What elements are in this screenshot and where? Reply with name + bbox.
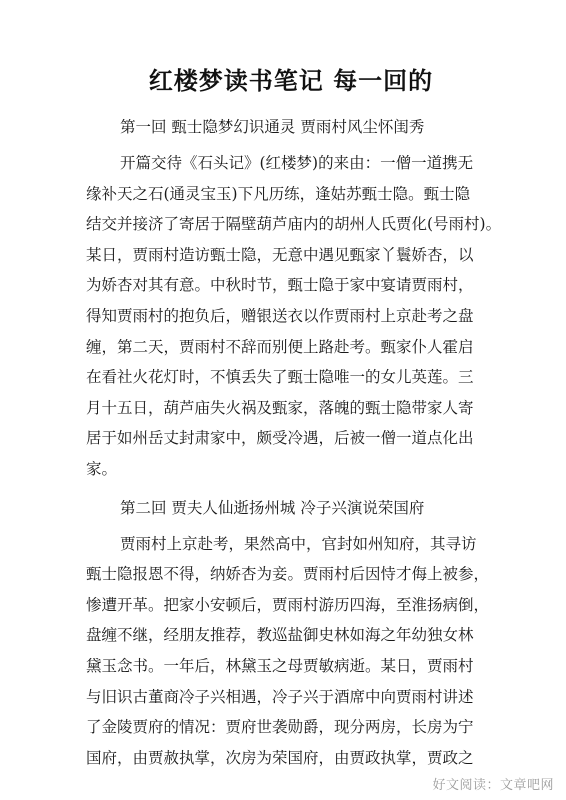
text-line: 国府，由贾赦执掌，次房为荣国府，由贾政执掌，贾政之 (86, 748, 474, 767)
watermark-text: 好文阅读：文章吧网 (432, 778, 554, 793)
chapter-heading: 第一回 甄士隐梦幻识通灵 贾雨村风尘怀闺秀 (120, 118, 425, 136)
text-line: 结交并接济了寄居于隔壁葫芦庙内的胡州人氏贾化(号雨村)。 (86, 215, 502, 234)
text-line: 缘补天之石(通灵宝玉)下凡历练，逢姑苏甄士隐。甄士隐 (86, 184, 471, 203)
text-line: 开篇交待《石头记》(红楼梦)的来由：一僧一道携无 (120, 154, 474, 172)
text-line: 与旧识古董商冷子兴相遇，冷子兴于酒席中向贾雨村讲述 (86, 687, 474, 706)
document-title: 红楼梦读书笔记 每一回的 (148, 66, 434, 95)
text-line: 某日，贾雨村造访甄士隐，无意中遇见甄家丫鬟娇杏，以 (86, 245, 474, 264)
text-line: 黛玉念书。一年后，林黛玉之母贾敏病逝。某日，贾雨村 (86, 656, 474, 675)
text-line: 在看社火花灯时，不慎丢失了甄士隐唯一的女儿英莲。三 (86, 368, 474, 387)
chapter-paragraph (86, 148, 502, 485)
chapter-heading: 第二回 贾夫人仙逝扬州城 冷子兴演说荣国府 (120, 498, 425, 517)
text-line: 贾雨村上京赴考，果然高中，官封如州知府，其寻访 (120, 534, 477, 553)
chapter-1 (86, 114, 502, 485)
text-line: 盘缠不继，经朋友推荐，教巡盐御史林如海之年幼独女林 (86, 626, 474, 645)
text-line: 缠，第二天，贾雨村不辞而别便上路赴考。甄家仆人霍启 (86, 337, 474, 356)
text-line: 得知贾雨村的抱负后，赠银送衣以作贾雨村上京赴考之盘 (86, 306, 474, 325)
text-line: 了金陵贾府的情况：贾府世袭勋爵，现分两房，长房为宁 (86, 718, 474, 737)
chapter-2 (86, 495, 496, 774)
text-line: 甄士隐报恩不得，纳娇杏为妾。贾雨村后因恃才侮上被参， (86, 565, 490, 584)
text-line: 家。 (86, 459, 118, 478)
text-line: 居于如州岳丈封肃家中，颇受冷遇，后被一僧一道点化出 (86, 429, 474, 448)
chapter-paragraph (86, 529, 496, 774)
text-line: 惨遭开革。把家小安顿后，贾雨村游历四海，至淮扬病倒， (86, 595, 490, 614)
text-line: 为娇杏对其有意。中秋时节，甄士隐于家中宴请贾雨村， (86, 276, 474, 295)
text-line: 月十五日，葫芦庙失火祸及甄家，落魄的甄士隐带家人寄 (86, 398, 474, 417)
